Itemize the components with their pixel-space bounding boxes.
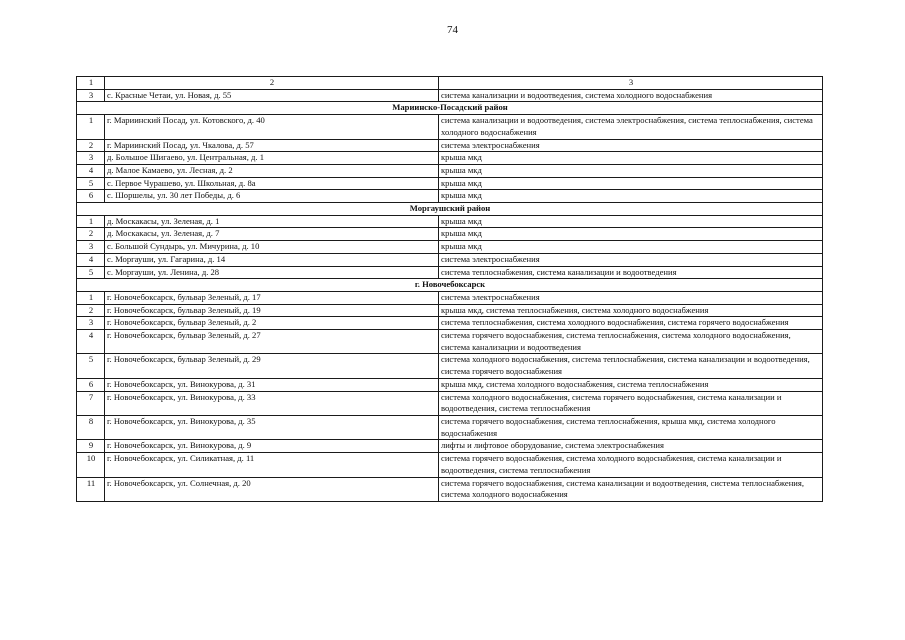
row-number: 4 — [77, 330, 105, 354]
page-number: 74 — [447, 24, 458, 36]
row-number: 6 — [77, 378, 105, 391]
row-systems: система горячего водоснабжения, система канализации и водоотведения, система теплоснабжения, система холодного водоснабжения — [439, 477, 823, 501]
row-systems: система электроснабжения — [439, 253, 823, 266]
row-systems: система горячего водоснабжения, система холодного водоснабжения, система канализации и водоотведения, система теплоснабжения — [439, 453, 823, 477]
row-number: 7 — [77, 391, 105, 415]
row-address: г. Новочебоксарск, бульвар Зеленый, д. 17 — [105, 291, 439, 304]
table-row — [77, 304, 823, 317]
row-number: 1 — [77, 215, 105, 228]
row-address: г. Новочебоксарск, ул. Солнечная, д. 20 — [105, 477, 439, 501]
work-list-table — [76, 76, 823, 502]
table-row — [77, 152, 823, 165]
row-address: с. Шоршелы, ул. 30 лет Победы, д. 6 — [105, 190, 439, 203]
row-systems: система холодного водоснабжения, система горячего водоснабжения, система канализации и водоотведения, система теплоснабжения — [439, 391, 823, 415]
section-row — [77, 279, 823, 292]
table-row — [77, 266, 823, 279]
table-row — [77, 253, 823, 266]
row-number: 3 — [77, 89, 105, 102]
row-number: 5 — [77, 266, 105, 279]
row-address: д. Москакасы, ул. Зеленая, д. 1 — [105, 215, 439, 228]
row-address: г. Новочебоксарск, ул. Силикатная, д. 11 — [105, 453, 439, 477]
row-address: г. Новочебоксарск, ул. Винокурова, д. 35 — [105, 415, 439, 439]
row-address: д. Большое Шигаево, ул. Центральная, д. 1 — [105, 152, 439, 165]
row-systems: крыша мкд — [439, 215, 823, 228]
row-systems: крыша мкд — [439, 241, 823, 254]
header-col-3: 3 — [439, 77, 823, 90]
row-systems: крыша мкд — [439, 177, 823, 190]
row-systems: система теплоснабжения, система канализации и водоотведения — [439, 266, 823, 279]
row-systems: система канализации и водоотведения, система холодного водоснабжения — [439, 89, 823, 102]
row-systems: крыша мкд — [439, 190, 823, 203]
row-address: г. Новочебоксарск, ул. Винокурова, д. 31 — [105, 378, 439, 391]
row-address: с. Моргауши, ул. Ленина, д. 28 — [105, 266, 439, 279]
row-address: г. Мариинский Посад, ул. Чкалова, д. 57 — [105, 139, 439, 152]
table-row — [77, 378, 823, 391]
row-number: 5 — [77, 354, 105, 378]
table-row — [77, 477, 823, 501]
section-title: г. Новочебоксарск — [77, 279, 823, 292]
row-systems: система теплоснабжения, система холодного водоснабжения, система горячего водоснабжения — [439, 317, 823, 330]
row-number: 10 — [77, 453, 105, 477]
row-systems: система горячего водоснабжения, система теплоснабжения, система холодного водоснабжения, система канализации и водоотведения — [439, 330, 823, 354]
row-address: с. Большой Сундырь, ул. Мичурина, д. 10 — [105, 241, 439, 254]
row-number: 2 — [77, 304, 105, 317]
row-number: 8 — [77, 415, 105, 439]
row-systems: система электроснабжения — [439, 139, 823, 152]
header-col-2: 2 — [105, 77, 439, 90]
table-row — [77, 115, 823, 139]
row-address: с. Моргауши, ул. Гагарина, д. 14 — [105, 253, 439, 266]
table-row — [77, 164, 823, 177]
row-address: г. Новочебоксарск, ул. Винокурова, д. 9 — [105, 440, 439, 453]
table-row — [77, 177, 823, 190]
row-systems: система канализации и водоотведения, система электроснабжения, система теплоснабжения, система холодного водоснабжения — [439, 115, 823, 139]
row-systems: система холодного водоснабжения, система теплоснабжения, система канализации и водоотведения, система горячего водоснабжения — [439, 354, 823, 378]
table-row — [77, 415, 823, 439]
table-row — [77, 215, 823, 228]
row-address: г. Новочебоксарск, бульвар Зеленый, д. 27 — [105, 330, 439, 354]
row-systems: крыша мкд — [439, 228, 823, 241]
header-col-1: 1 — [77, 77, 105, 90]
row-systems: система электроснабжения — [439, 291, 823, 304]
table-row — [77, 89, 823, 102]
row-number: 6 — [77, 190, 105, 203]
row-number: 3 — [77, 152, 105, 165]
row-number: 3 — [77, 317, 105, 330]
table-row — [77, 453, 823, 477]
row-systems: система горячего водоснабжения, система теплоснабжения, крыша мкд, система холодного водоснабжения — [439, 415, 823, 439]
table-row — [77, 241, 823, 254]
table-row — [77, 228, 823, 241]
row-systems: крыша мкд — [439, 164, 823, 177]
row-address: с. Красные Четаи, ул. Новая, д. 55 — [105, 89, 439, 102]
row-address: г. Новочебоксарск, бульвар Зеленый, д. 19 — [105, 304, 439, 317]
section-row — [77, 102, 823, 115]
table-row — [77, 330, 823, 354]
table-row — [77, 190, 823, 203]
table-header-row — [77, 77, 823, 90]
section-title: Моргаушский район — [77, 203, 823, 216]
row-systems: крыша мкд, система теплоснабжения, система холодного водоснабжения — [439, 304, 823, 317]
table-row — [77, 317, 823, 330]
table-row — [77, 440, 823, 453]
table-row — [77, 291, 823, 304]
row-systems: крыша мкд — [439, 152, 823, 165]
row-address: с. Первое Чурашево, ул. Школьная, д. 8а — [105, 177, 439, 190]
row-number: 2 — [77, 139, 105, 152]
row-number: 11 — [77, 477, 105, 501]
row-number: 1 — [77, 115, 105, 139]
row-address: г. Новочебоксарск, бульвар Зеленый, д. 29 — [105, 354, 439, 378]
row-number: 9 — [77, 440, 105, 453]
section-row — [77, 203, 823, 216]
row-systems: лифты и лифтовое оборудование, система электроснабжения — [439, 440, 823, 453]
row-address: д. Москакасы, ул. Зеленая, д. 7 — [105, 228, 439, 241]
row-number: 3 — [77, 241, 105, 254]
row-number: 5 — [77, 177, 105, 190]
row-number: 4 — [77, 253, 105, 266]
row-address: г. Новочебоксарск, бульвар Зеленый, д. 2 — [105, 317, 439, 330]
row-address: д. Малое Камаево, ул. Лесная, д. 2 — [105, 164, 439, 177]
row-address: г. Мариинский Посад, ул. Котовского, д. 40 — [105, 115, 439, 139]
table-row — [77, 391, 823, 415]
row-systems: крыша мкд, система холодного водоснабжения, система теплоснабжения — [439, 378, 823, 391]
row-number: 1 — [77, 291, 105, 304]
table-body — [77, 77, 823, 502]
section-title: Мариинско-Посадский район — [77, 102, 823, 115]
table-row — [77, 139, 823, 152]
row-address: г. Новочебоксарск, ул. Винокурова, д. 33 — [105, 391, 439, 415]
row-number: 4 — [77, 164, 105, 177]
row-number: 2 — [77, 228, 105, 241]
table-row — [77, 354, 823, 378]
